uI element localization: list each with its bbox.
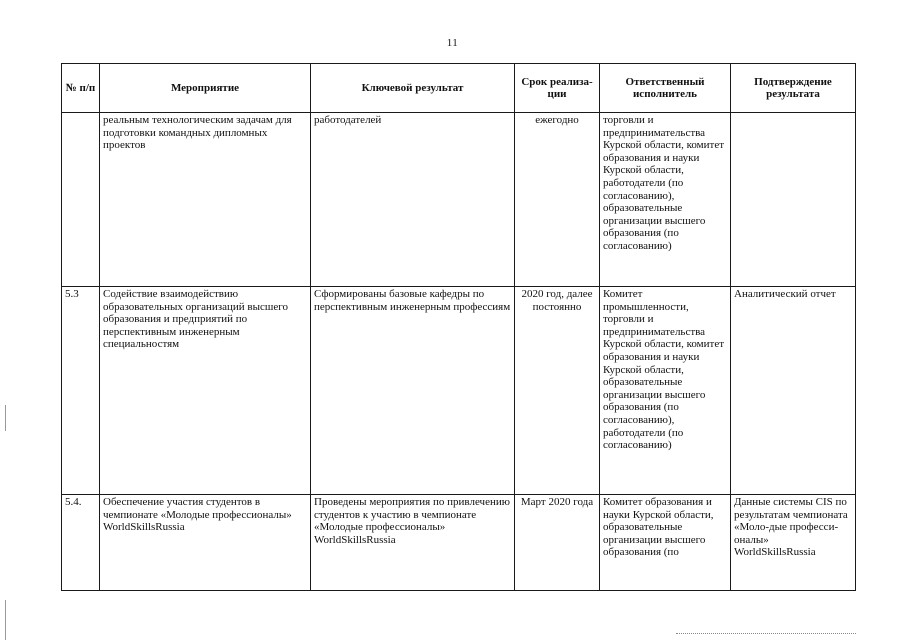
cell-confirmation: Данные системы CIS по результатам чемпионата «Моло-дые професси-оналы» WorldSkillsRussia [731,495,856,591]
cell-executor: Комитет образования и науки Курской области, образовательные организации высшего образования (по [600,495,731,591]
cell-event: Содействие взаимодействию образовательных организаций высшего образования и предприятий по перспективным инженерным специальностям [100,287,311,495]
table-row [62,495,856,591]
header-confirmation: Подтверждение результата [731,64,856,113]
header-result: Ключевой результат [311,64,515,113]
cell-term: ежегодно [515,113,600,287]
table-row [62,287,856,495]
table-header-row [62,64,856,113]
cell-executor: Комитет промышленности, торговли и предпринимательства Курской области, комитет образования и науки Курской области, образовательные организации высшего образования (по согласованию), работодатели (по согласованию) [600,287,731,495]
measures-table [61,63,856,591]
cell-executor: торговли и предпринимательства Курской области, комитет образования и науки Курской области, работодатели (по согласованию), образовательные организации высшего образования (по согласованию) [600,113,731,287]
cell-result: Проведены мероприятия по привлечению студентов к участию в чемпионате «Молодые профессионалы» WorldSkillsRussia [311,495,515,591]
cell-result: Сформированы базовые кафедры по перспективным инженерным профессиям [311,287,515,495]
cell-result: работодателей [311,113,515,287]
scan-artifact-dots [676,633,856,634]
cell-term: Март 2020 года [515,495,600,591]
cell-confirmation: Аналитический отчет [731,287,856,495]
header-num: № п/п [62,64,100,113]
table-row [62,113,856,287]
cell-num [62,113,100,287]
header-term: Срок реализа-ции [515,64,600,113]
cell-event: Обеспечение участия студентов в чемпионате «Молодые профессионалы» WorldSkillsRussia [100,495,311,591]
header-executor: Ответственный исполнитель [600,64,731,113]
cell-confirmation [731,113,856,287]
cell-term: 2020 год, далее постоянно [515,287,600,495]
cell-num: 5.3 [62,287,100,495]
cell-num: 5.4. [62,495,100,591]
page-number: 11 [446,37,459,49]
header-event: Мероприятие [100,64,311,113]
scan-artifact-line [5,405,6,431]
scan-artifact-line [5,600,6,640]
cell-event: реальным технологическим задачам для подготовки командных дипломных проектов [100,113,311,287]
